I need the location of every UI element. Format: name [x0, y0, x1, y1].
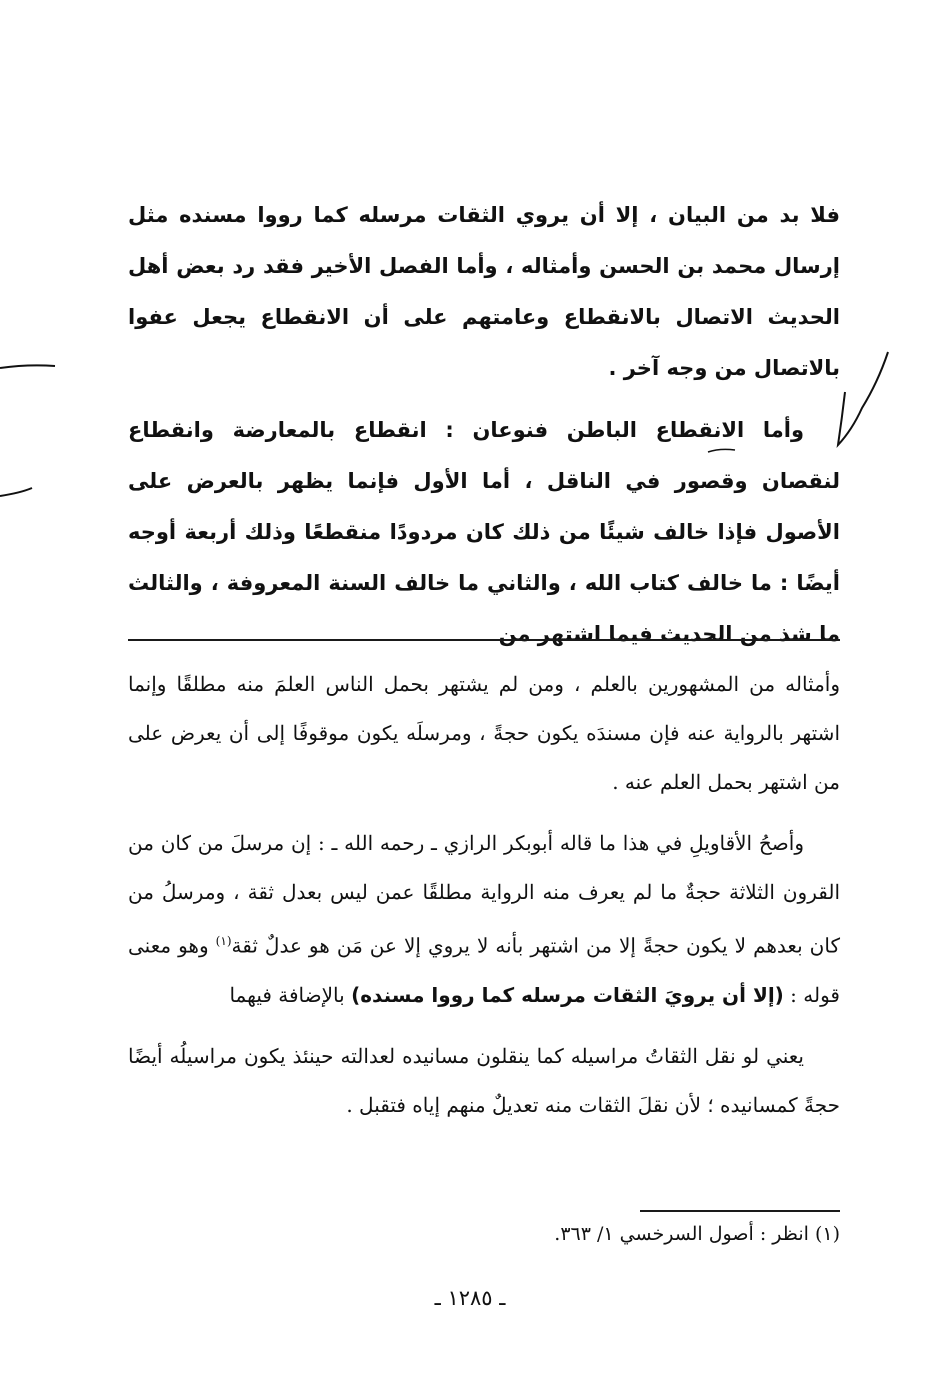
margin-check-mark: [838, 352, 888, 445]
commentary-block: [128, 660, 840, 1130]
commentary-paragraph-3: يعني لو نقل الثقاتُ مراسيله كما ينقلون مسانيده لعدالته حينئذ يكون مراسيلُه أيضًا حجةً كمسانيده ؛ لأن نقلَ الثقات منه تعديلٌ منهم إياه فتقبل .: [128, 1043, 840, 1117]
commentary-paragraph-2-mid: وهو معنى قوله :: [128, 933, 840, 1007]
main-paragraph-2: وأما الانقطاع الباطن فنوعان : انقطاع بالمعارضة وانقطاع لنقصان وقصور في الناقل ، أما الأول فإنما يظهر بالعرض على الأصول فإذا خالف شيئًا من ذلك كان مردودًا منقطعًا وذلك أربعة أوجه أيضًا : ما خالف كتاب الله ، والثاني ما خالف السنة المعروفة ، والثالث ما شذ من الحديث فيما اشتهر من: [128, 418, 840, 646]
main-paragraph-1: فلا بد من البيان ، إلا أن يروي الثقات مرسله كما رووا مسنده مثل إرسال محمد بن الحسن وأمثاله ، وأما الفصل الأخير فقد رد بعض أهل الحديث الاتصال بالانقطاع وعامتهم على أن الانقطاع يجعل عفوا بالاتصال من وجه آخر .: [128, 203, 840, 380]
commentary-paragraph-2: [128, 819, 840, 1020]
commentary-quote: (إلا أن يرويَ الثقات مرسله كما رووا مسنده): [351, 982, 784, 1007]
margin-line-lower: [0, 488, 32, 496]
main-text-block: [128, 190, 840, 660]
commentary-paragraph-1: وأمثاله من المشهورين بالعلم ، ومن لم يشتهر بحمل الناس العلمَ منه مطلقًا وإنما اشتهر بالرواية عنه فإن مسندَه يكون حجةً ، ومرسلَه يكون موقوفًا إلى أن يعرض على من اشتهر بحمل العلم عنه .: [128, 672, 840, 794]
page-number: ـ ١٢٨٥ ـ: [434, 1286, 506, 1310]
footnote: (١) انظر : أصول السرخسي ١/ ٣٦٣.: [554, 1223, 840, 1245]
commentary-paragraph-2-end: بالإضافة فيهما: [229, 982, 352, 1007]
main-text-separator: [128, 639, 840, 641]
footnote-reference: (١): [215, 934, 232, 948]
margin-line-upper: [0, 365, 55, 368]
commentary-paragraph-2-lead: وأصحُ الأقاويلِ في هذا ما قاله أبوبكر الرازي ـ رحمه الله ـ : إن مرسلَ من كان من القرون الثلاثة حجةٌ ما لم يعرف منه الرواية مطلقًا عمن ليس بعدل ثقة ، ومرسلُ من كان بعدهم لا يكون حجةً إلا من اشتهر بأنه لا يروي إلا عن مَن هو عدلٌ ثقة: [128, 831, 840, 958]
footnote-separator: [640, 1210, 840, 1212]
